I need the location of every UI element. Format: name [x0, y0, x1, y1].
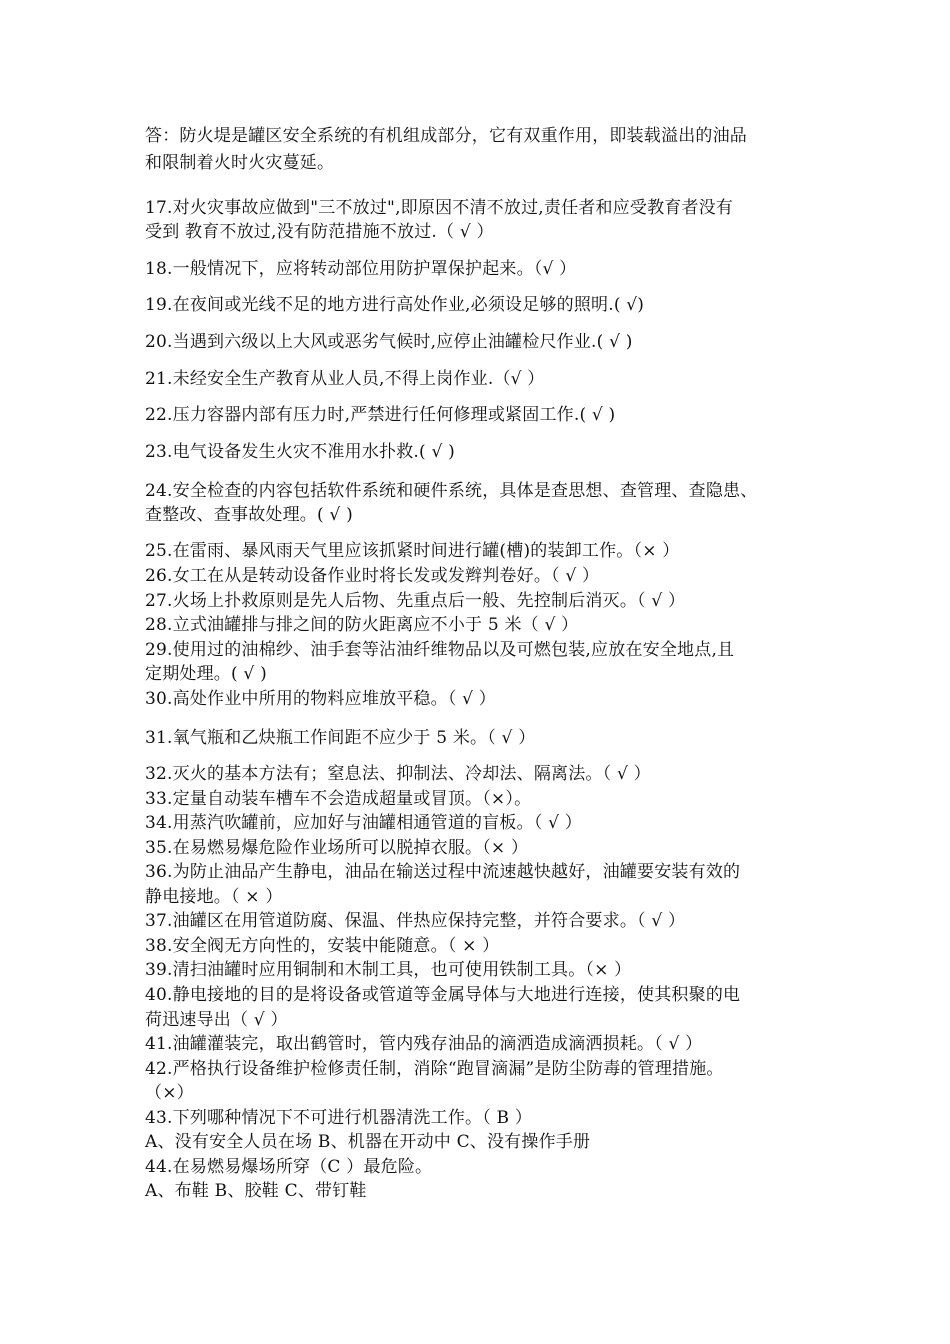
text-line: 36.为防止油品产生静电，油品在输送过程中流速越快越好，油罐要安装有效的 [145, 862, 741, 882]
text-line: （×） [145, 1083, 194, 1103]
text-line: 25.在雷雨、暴风雨天气里应该抓紧时间进行罐(槽)的装卸工作。（× ） [145, 541, 680, 561]
text-line: 21.未经安全生产教育从业人员,不得上岗作业.（√ ） [145, 369, 545, 389]
text-line: 42.严格执行设备维护检修责任制，消除“跑冒滴漏”是防尘防毒的管理措施。 [145, 1059, 724, 1079]
text-line: 29.使用过的油棉纱、油手套等沾油纤维物品以及可燃包装,应放在安全地点,且 [145, 640, 735, 660]
text-line: 43.下列哪种情况下不可进行机器清洗工作。（ B ） [145, 1108, 533, 1128]
text-line: 26.女工在从是转动设备作业时将长发或发辫判卷好。（ √ ） [145, 566, 600, 586]
text-line: 24.安全检查的内容包括软件系统和硬件系统，具体是查思想、查管理、查隐患、 [145, 481, 758, 501]
text-line: 40.静电接地的目的是将设备或管道等金属导体与大地进行连接，使其积聚的电 [145, 985, 741, 1005]
text-line: 38.安全阀无方向性的，安装中能随意。（ × ） [145, 936, 500, 956]
text-line: 荷迅速导出（ √ ） [145, 1010, 288, 1030]
text-line: 17.对火灾事故应做到"三不放过",即原因不清不放过,责任者和应受教育者没有 [145, 198, 734, 218]
text-line: 受到 教育不放过,没有防范措施不放过.（ √ ） [145, 222, 494, 242]
text-line: 33.定量自动装车槽车不会造成超量或冒顶。（×）。 [145, 789, 532, 809]
text-line: 35.在易燃易爆危险作业场所可以脱掉衣服。（× ） [145, 838, 529, 858]
text-line: 44.在易燃易爆场所穿（C ）最危险。 [145, 1157, 433, 1177]
text-line: 31.氧气瓶和乙炔瓶工作间距不应少于 5 米。（ √ ） [145, 728, 536, 748]
text-line: 静电接地。（ × ） [145, 887, 283, 907]
text-line: 27.火场上扑救原则是先人后物、先重点后一般、先控制后消灭。（ √ ） [145, 591, 686, 611]
text-line: 查整改、查事故处理。( √ ) [145, 505, 353, 525]
text-line: 34.用蒸汽吹罐前，应加好与油罐相通管道的盲板。（ √ ） [145, 813, 582, 833]
text-line: 和限制着火时火灾蔓延。 [145, 153, 335, 173]
text-line: A、布鞋 B、胶鞋 C、带钉鞋 [145, 1181, 367, 1201]
text-line: 20.当遇到六级以上大风或恶劣气候时,应停止油罐检尺作业.( √ ) [145, 332, 633, 352]
text-line: 23.电气设备发生火灾不准用水扑救.( √ ) [145, 442, 455, 462]
text-line: 37.油罐区在用管道防腐、保温、伴热应保持完整，并符合要求。（ √ ） [145, 911, 686, 931]
text-line: A、没有安全人员在场 B、机器在开动中 C、没有操作手册 [145, 1132, 591, 1152]
text-line: 定期处理。( √ ) [145, 664, 267, 684]
text-line: 28.立式油罐排与排之间的防火距离应不小于 5 米（ √ ） [145, 615, 579, 635]
text-line: 32.灭火的基本方法有；窒息法、抑制法、冷却法、隔离法。（ √ ） [145, 764, 651, 784]
text-line: 41.油罐灌装完，取出鹤管时，管内残存油品的滴洒造成滴洒损耗。（ √ ） [145, 1034, 703, 1054]
text-line: 30.高处作业中所用的物料应堆放平稳。（ √ ） [145, 689, 496, 709]
text-line: 39.清扫油罐时应用铜制和木制工具，也可使用铁制工具。（× ） [145, 960, 632, 980]
text-line: 18.一般情况下，应将转动部位用防护罩保护起来。（√ ） [145, 259, 577, 279]
text-line: 答：防火堤是罐区安全系统的有机组成部分，它有双重作用，即装载溢出的油品 [145, 126, 747, 146]
text-line: 19.在夜间或光线不足的地方进行高处作业,必须设足够的照明.( √) [145, 295, 645, 315]
text-line: 22.压力容器内部有压力时,严禁进行任何修理或紧固工作.( √ ) [145, 405, 616, 425]
